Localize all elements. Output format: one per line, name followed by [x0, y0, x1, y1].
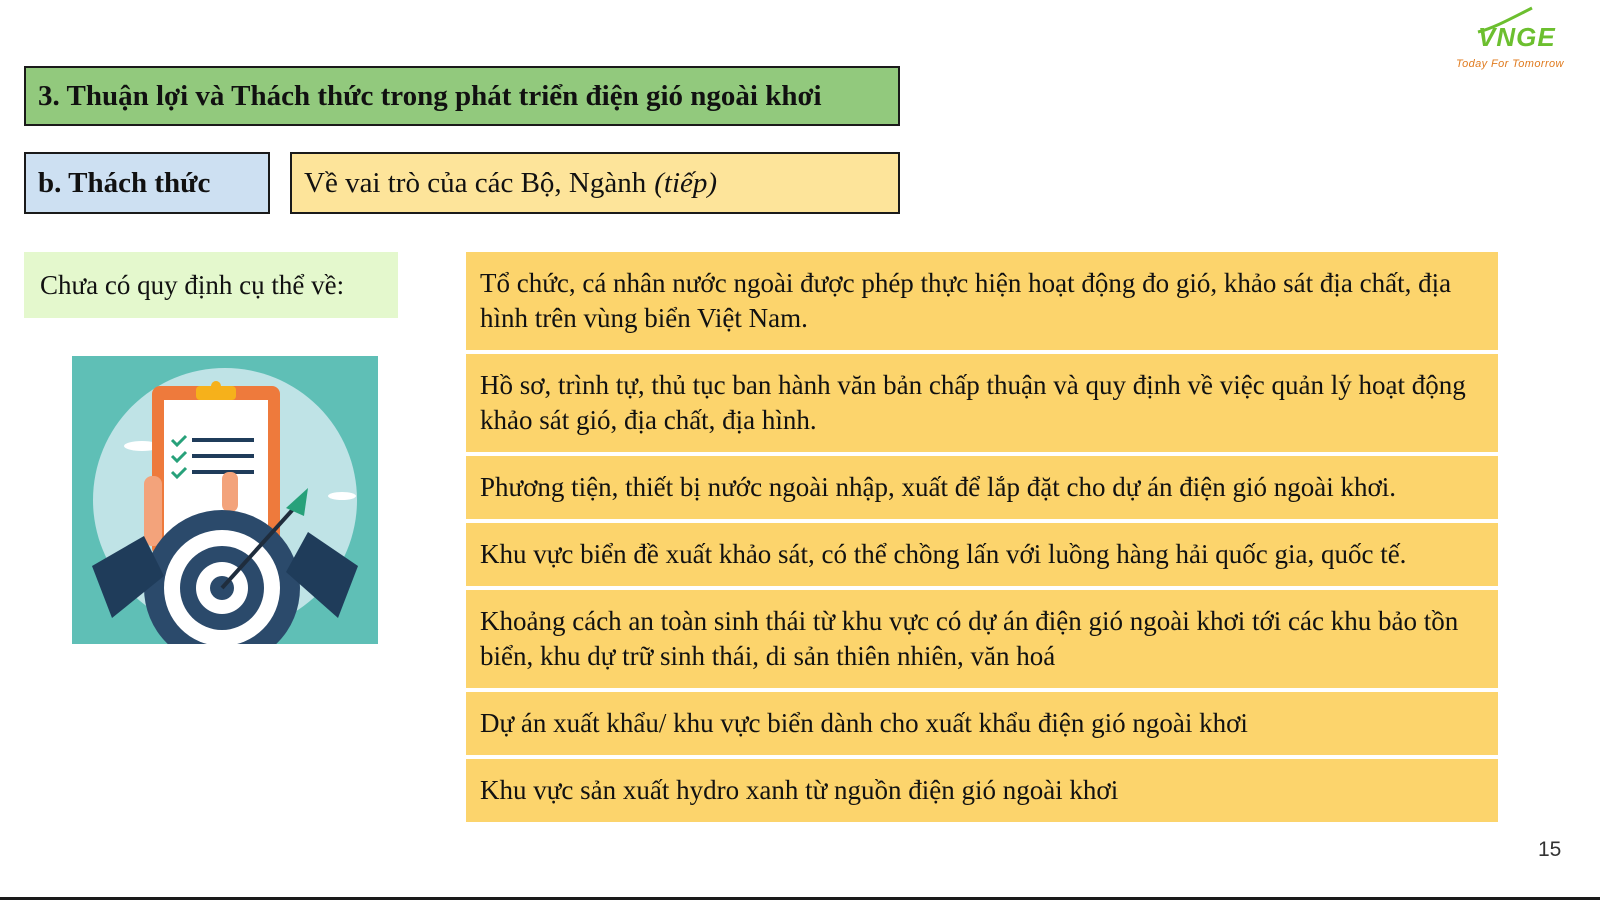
slide-title-text: 3. Thuận lợi và Thách thức trong phát triển điện gió ngoài khơi	[38, 79, 822, 112]
checklist-target-icon	[72, 356, 378, 644]
topic-box	[290, 152, 900, 214]
page-number: 15	[1538, 838, 1562, 861]
topic-suffix: (tiếp)	[654, 166, 718, 199]
checklist-target-illustration	[72, 356, 378, 644]
slide-title	[24, 66, 900, 126]
list-item: Hồ sơ, trình tự, thủ tục ban hành văn bản chấp thuận và quy định về việc quản lý hoạt động khảo sát gió, địa chất, địa hình.	[466, 354, 1498, 456]
list-item: Khu vực sản xuất hydro xanh từ nguồn điện gió ngoài khơi	[466, 759, 1498, 826]
vnge-logo	[1448, 6, 1596, 76]
intro-box	[24, 252, 398, 318]
list-item: Phương tiện, thiết bị nước ngoài nhập, xuất để lắp đặt cho dự án điện gió ngoài khơi.	[466, 456, 1498, 523]
list-item: Dự án xuất khẩu/ khu vực biển dành cho xuất khẩu điện gió ngoài khơi	[466, 692, 1498, 759]
logo-brand: VNGE	[1478, 22, 1556, 52]
section-label-box	[24, 152, 270, 214]
list-item: Khu vực biển đề xuất khảo sát, có thể chồng lấn với luồng hàng hải quốc gia, quốc tế.	[466, 523, 1498, 590]
topic-text: Về vai trò của các Bộ, Ngành	[304, 166, 647, 199]
logo-tagline: Today For Tomorrow	[1456, 58, 1564, 70]
intro-text: Chưa có quy định cụ thể về:	[40, 269, 345, 300]
challenge-list	[466, 252, 1498, 826]
section-label: b. Thách thức	[38, 166, 211, 199]
list-item: Tổ chức, cá nhân nước ngoài được phép thực hiện hoạt động đo gió, khảo sát địa chất, địa hình trên vùng biển Việt Nam.	[466, 252, 1498, 354]
list-item: Khoảng cách an toàn sinh thái từ khu vực có dự án điện gió ngoài khơi tới các khu bảo tồn biển, khu dự trữ sinh thái, di sản thiên nhiên, văn hoá	[466, 590, 1498, 692]
